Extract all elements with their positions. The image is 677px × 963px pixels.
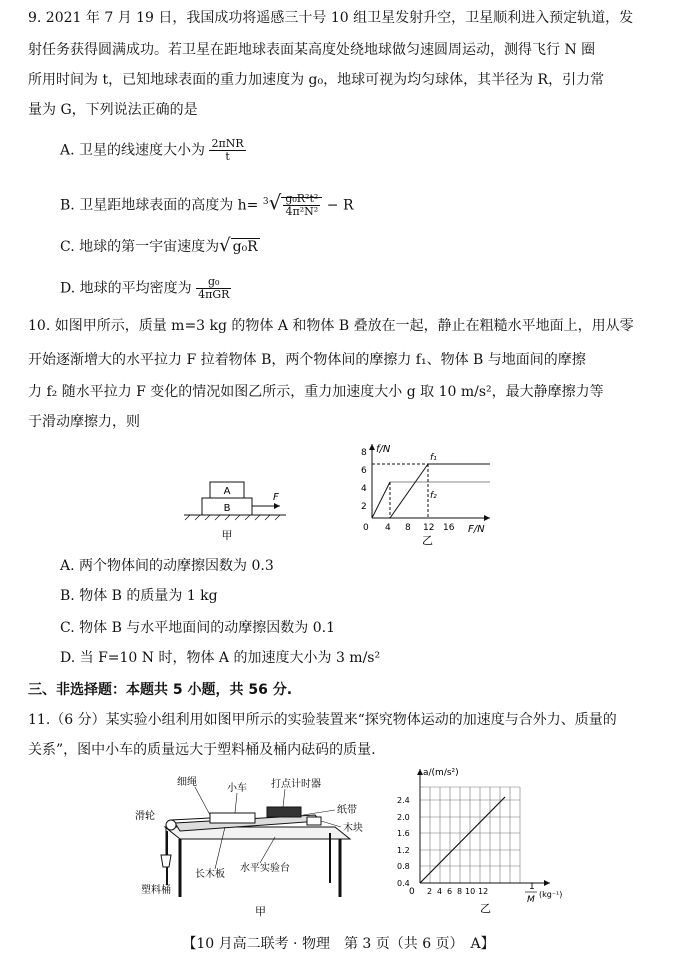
q9-line-3: 所用时间为 t，已知地球表面的重力加速度为 g₀，地球可视为均匀球体，其半径为 R，引力常 [28,72,605,88]
y-tick: 2.4 [397,796,410,805]
q11-line-1: 11.（6 分）某实验小组利用如图甲所示的实验装置来“探究物体运动的加速度与合外力、质量的 [28,712,617,728]
q9-line-1: 9. 2021 年 7 月 19 日，我国成功将遥感三十号 10 组卫星发射升空，卫星顺利进入预定轨道，发 [28,10,634,26]
y-tick: 1.2 [397,846,410,855]
q9-option-a-text: A. 卫星的线速度大小为 [60,142,206,159]
f2-label: f₂ [430,491,437,501]
timer [267,807,301,817]
q10-option-c: C. 物体 B 与水平地面间的动摩擦因数为 0.1 [60,620,336,636]
y-tick-8: 8 [361,448,367,458]
frac-numerator: 2πNR [211,137,244,150]
f1-rising-line [390,464,428,518]
y-tick: 0.8 [397,862,410,871]
q10-option-d: D. 当 F=10 N 时，物体 A 的加速度大小为 3 m/s² [60,650,381,666]
block-a-label: A [223,486,231,497]
frac-denominator: 4πGR [198,288,230,301]
x-axis-label: F/N [468,524,485,535]
label-pulley: 滑轮 [135,811,155,822]
q9-option-d [60,276,231,301]
q10-option-a: A. 两个物体间的动摩擦因数为 0.3 [60,558,274,574]
pulley [166,820,176,830]
figure-caption: 甲 [255,905,266,918]
q10-line-3: 力 f₂ 随水平拉力 F 变化的情况如图乙所示，重力加速度大小 g 取 10 m/s²，最大静摩擦力等 [28,384,604,400]
x-tick-12: 12 [423,523,435,533]
label-timer: 打点计时器 [271,779,321,790]
section-three-heading: 三、非选择题：本题共 5 小题，共 56 分. [28,682,293,698]
x-tick: 12 [478,887,489,896]
x-tick: 10 [465,887,476,896]
q9-option-c-radicand: g₀R [232,239,258,255]
q10-line-4: 于滑动摩擦力，则 [28,414,140,430]
q10-option-b: B. 物体 B 的质量为 1 kg [60,588,218,604]
figure-caption: 乙 [422,534,433,547]
f2-rising-line [372,482,390,518]
q9-line-2: 射任务获得圆满成功。若卫星在距地球表面某高度处绕地球做匀速圆周运动，测得飞行 N 圈 [28,42,596,58]
frac-denominator: 4π²N² [285,205,319,219]
y-tick: 1.6 [397,829,410,838]
page-footer: 【10 月高二联考 · 物理 第 3 页（共 6 页） A】 [182,936,495,952]
q9-option-d-fraction [196,276,231,301]
x-tick: 6 [447,887,453,896]
x-tick: 8 [457,887,463,896]
q9-option-a-fraction [209,138,245,163]
root-index: 3 [262,197,269,207]
figure-caption: 甲 [221,529,233,542]
label-bucket: 塑料桶 [141,885,171,896]
q9-option-b: B. 卫星距地球表面的高度为 h= $^3$√ $\frac{\text{g₀R²t²}}{\text{4π²N²}}$ − R [60,190,354,219]
figure-caption: 乙 [480,902,491,915]
y-tick: 0.4 [397,879,410,888]
q11-line-2: 关系”，图中小车的质量远大于塑料桶及桶内砝码的质量. [28,742,376,758]
cart [210,813,255,823]
label-block: 木块 [343,823,363,834]
q10-line-2: 开始逐渐增大的水平拉力 F 拉着物体 B，两个物体间的摩擦力 f₁、物体 B 与地面间的摩擦 [28,352,586,368]
y-tick-6: 6 [361,466,367,476]
x-axis-label-num: 1 [529,882,535,892]
bucket [161,855,171,867]
frac-numerator: g₀R²t² [285,192,319,206]
x-tick-16: 16 [443,523,455,533]
label-string: 细绳 [177,777,197,788]
frac-numerator: g₀ [196,276,231,289]
q9-option-b-suffix: − R [322,197,354,214]
y-tick-4: 4 [361,484,367,494]
x-axis-label-den: M [527,895,535,905]
q9-option-b-text: B. 卫星距地球表面的高度为 h= [60,197,259,214]
q9-option-c-text: C. 地球的第一宇宙速度为 [60,239,220,255]
wood-block [307,817,321,825]
x-axis-label-unit: (kg⁻¹) [539,890,563,899]
y-axis-arrow-icon [369,444,375,450]
q11-figure-yi [385,765,585,915]
origin-label: 0 [409,887,415,897]
q9-line-4: 量为 G，下列说法正确的是 [28,102,198,118]
label-tape: 纸带 [337,805,357,816]
q9-option-d-text: D. 地球的平均密度为 [60,280,192,297]
x-tick: 4 [437,887,443,896]
data-line [420,797,505,883]
q9-option-c: C. 地球的第一宇宙速度为√ g₀R [60,235,258,256]
y-axis-label: f/N [376,444,391,455]
label-board: 长木板 [195,869,225,880]
q9-option-a [60,138,246,163]
x-axis-arrow-icon [484,515,490,521]
y-tick: 2.0 [397,813,410,822]
q10-figure-yi [350,440,500,550]
y-axis-label: a/(m/s²) [423,768,459,778]
string [171,818,210,820]
label-table: 水平实验台 [240,863,290,874]
label-cart: 小车 [227,783,247,794]
f1-label: f₁ [430,453,437,463]
x-tick: 2 [427,887,433,896]
x-axis-arrow-icon [544,880,550,886]
q10-figure-jia [180,475,290,545]
block-b-label: B [223,503,231,514]
frac-denominator: t [225,150,230,163]
arrow-head-icon [274,503,280,509]
q11-figure-jia [135,775,375,920]
x-tick-8: 8 [405,523,411,533]
origin-label: 0 [363,523,369,533]
q10-line-1: 10. 如图甲所示，质量 m=3 kg 的物体 A 和物体 B 叠放在一起，静止在粗糙水平地面上，用从零 [28,318,634,334]
y-tick-2: 2 [361,502,367,512]
x-tick-4: 4 [385,523,391,533]
q9-option-b-fraction [283,193,320,218]
force-label: F [273,492,279,503]
